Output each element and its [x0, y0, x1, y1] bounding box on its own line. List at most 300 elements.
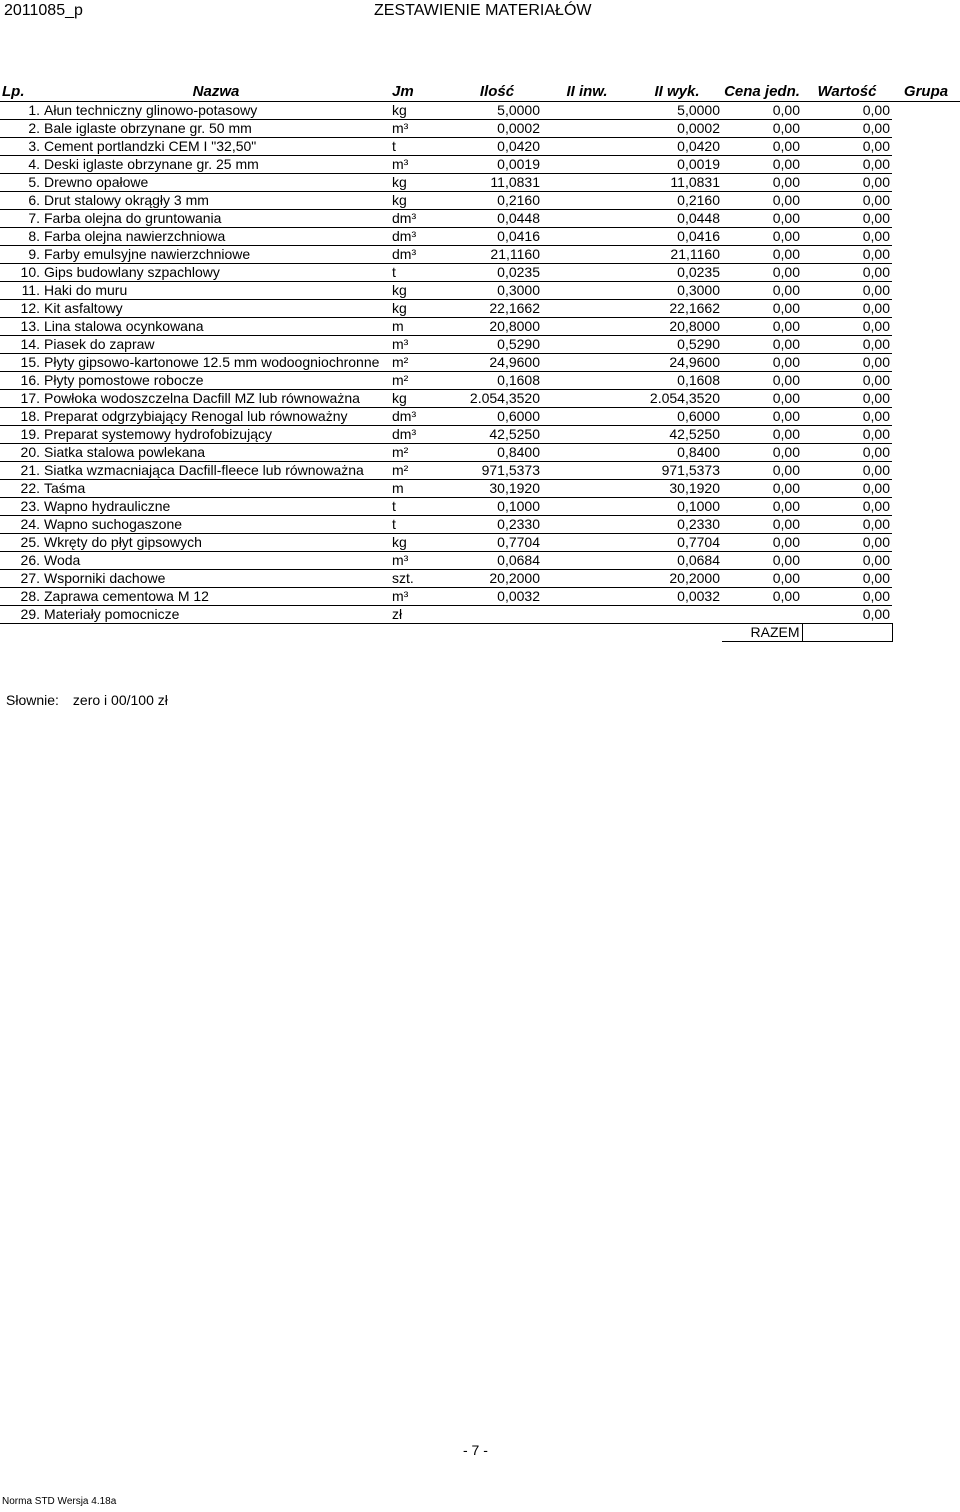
table-row: [0, 480, 960, 498]
razem-label: RAZEM: [722, 624, 802, 642]
table-row: [0, 444, 960, 462]
row-ii-wyk: 0,5290: [632, 336, 722, 354]
row-lp: 14.: [0, 336, 42, 354]
row-jm: t: [390, 516, 452, 534]
row-nazwa: Zaprawa cementowa M 12: [42, 588, 390, 606]
row-ii-wyk: 24,9600: [632, 354, 722, 372]
row-ii-inw: [542, 336, 632, 354]
row-nazwa: Ałun techniczny glinowo-potasowy: [42, 102, 390, 120]
row-lp: 9.: [0, 246, 42, 264]
row-wartosc: 0,00: [802, 228, 892, 246]
row-grupa: [892, 606, 960, 624]
row-grupa: [892, 552, 960, 570]
row-ii-wyk: 0,0416: [632, 228, 722, 246]
table-row: [0, 300, 960, 318]
row-ii-inw: [542, 138, 632, 156]
row-grupa: [892, 300, 960, 318]
row-ii-wyk: 0,1608: [632, 372, 722, 390]
row-cena: 0,00: [722, 282, 802, 300]
row-cena: 0,00: [722, 426, 802, 444]
row-nazwa: Gips budowlany szpachlowy: [42, 264, 390, 282]
row-jm: m³: [390, 336, 452, 354]
row-lp: 3.: [0, 138, 42, 156]
row-lp: 7.: [0, 210, 42, 228]
row-wartosc: 0,00: [802, 318, 892, 336]
row-nazwa: Płyty pomostowe robocze: [42, 372, 390, 390]
row-lp: 23.: [0, 498, 42, 516]
row-ii-inw: [542, 570, 632, 588]
materials-table: [0, 77, 960, 642]
table-row: [0, 462, 960, 480]
row-grupa: [892, 192, 960, 210]
row-ilosc: [452, 606, 542, 624]
row-ii-inw: [542, 606, 632, 624]
row-ilosc: 0,1608: [452, 372, 542, 390]
row-cena: 0,00: [722, 192, 802, 210]
row-cena: 0,00: [722, 462, 802, 480]
row-jm: t: [390, 498, 452, 516]
row-jm: kg: [390, 102, 452, 120]
row-wartosc: 0,00: [802, 588, 892, 606]
row-ii-wyk: 0,3000: [632, 282, 722, 300]
row-ii-inw: [542, 462, 632, 480]
row-wartosc: 0,00: [802, 156, 892, 174]
row-nazwa: Powłoka wodoszczelna Dacfill MZ lub równoważna: [42, 390, 390, 408]
row-nazwa: Preparat systemowy hydrofobizujący: [42, 426, 390, 444]
row-nazwa: Wapno hydrauliczne: [42, 498, 390, 516]
row-ii-inw: [542, 534, 632, 552]
row-ilosc: 11,0831: [452, 174, 542, 192]
row-nazwa: Siatka wzmacniająca Dacfill-fleece lub równoważna: [42, 462, 390, 480]
row-ii-wyk: 5,0000: [632, 102, 722, 120]
table-row: [0, 516, 960, 534]
row-jm: m³: [390, 552, 452, 570]
row-wartosc: 0,00: [802, 192, 892, 210]
row-wartosc: 0,00: [802, 498, 892, 516]
document-id: 2011085_p: [4, 2, 83, 19]
row-lp: 28.: [0, 588, 42, 606]
row-lp: 6.: [0, 192, 42, 210]
row-jm: szt.: [390, 570, 452, 588]
row-lp: 2.: [0, 120, 42, 138]
row-cena: 0,00: [722, 534, 802, 552]
row-nazwa: Woda: [42, 552, 390, 570]
row-ii-inw: [542, 318, 632, 336]
row-jm: dm³: [390, 210, 452, 228]
row-grupa: [892, 318, 960, 336]
row-grupa: [892, 102, 960, 120]
row-ii-inw: [542, 408, 632, 426]
row-cena: 0,00: [722, 408, 802, 426]
row-wartosc: 0,00: [802, 444, 892, 462]
row-jm: kg: [390, 174, 452, 192]
row-jm: m³: [390, 156, 452, 174]
row-ii-wyk: 0,0684: [632, 552, 722, 570]
row-jm: kg: [390, 282, 452, 300]
row-jm: m: [390, 318, 452, 336]
row-ilosc: 0,0416: [452, 228, 542, 246]
row-lp: 5.: [0, 174, 42, 192]
row-grupa: [892, 282, 960, 300]
row-grupa: [892, 570, 960, 588]
row-lp: 24.: [0, 516, 42, 534]
row-nazwa: Lina stalowa ocynkowana: [42, 318, 390, 336]
row-ii-wyk: [632, 606, 722, 624]
row-ii-wyk: 11,0831: [632, 174, 722, 192]
table-row: [0, 120, 960, 138]
row-jm: m²: [390, 462, 452, 480]
table-row: [0, 210, 960, 228]
row-wartosc: 0,00: [802, 480, 892, 498]
row-ii-inw: [542, 588, 632, 606]
row-grupa: [892, 336, 960, 354]
row-ii-wyk: 2.054,3520: [632, 390, 722, 408]
row-ilosc: 0,7704: [452, 534, 542, 552]
row-lp: 25.: [0, 534, 42, 552]
row-jm: t: [390, 264, 452, 282]
row-cena: 0,00: [722, 138, 802, 156]
col-header-nazwa: Nazwa: [42, 77, 390, 102]
row-jm: dm³: [390, 426, 452, 444]
row-ii-wyk: 0,0002: [632, 120, 722, 138]
row-ilosc: 0,0420: [452, 138, 542, 156]
razem-empty-cell: [0, 624, 42, 642]
row-wartosc: 0,00: [802, 606, 892, 624]
row-ii-wyk: 0,0420: [632, 138, 722, 156]
row-ii-wyk: 20,8000: [632, 318, 722, 336]
row-grupa: [892, 120, 960, 138]
row-wartosc: 0,00: [802, 120, 892, 138]
row-ii-wyk: 30,1920: [632, 480, 722, 498]
table-row: [0, 102, 960, 120]
row-ilosc: 20,8000: [452, 318, 542, 336]
row-ii-inw: [542, 102, 632, 120]
row-ii-wyk: 971,5373: [632, 462, 722, 480]
row-wartosc: 0,00: [802, 570, 892, 588]
row-jm: kg: [390, 534, 452, 552]
row-ii-inw: [542, 372, 632, 390]
row-ilosc: 0,1000: [452, 498, 542, 516]
row-ilosc: 5,0000: [452, 102, 542, 120]
row-ilosc: 0,0448: [452, 210, 542, 228]
row-ilosc: 971,5373: [452, 462, 542, 480]
row-cena: 0,00: [722, 120, 802, 138]
table-row: [0, 552, 960, 570]
razem-empty-cell: [632, 624, 722, 642]
row-ii-wyk: 0,2160: [632, 192, 722, 210]
row-ilosc: 2.054,3520: [452, 390, 542, 408]
row-ii-inw: [542, 300, 632, 318]
row-nazwa: Wkręty do płyt gipsowych: [42, 534, 390, 552]
row-grupa: [892, 174, 960, 192]
row-jm: m: [390, 480, 452, 498]
table-row: [0, 192, 960, 210]
row-cena: [722, 606, 802, 624]
row-jm: zł: [390, 606, 452, 624]
table-row: [0, 138, 960, 156]
col-header-grupa: Grupa: [892, 77, 960, 102]
row-nazwa: Kit asfaltowy: [42, 300, 390, 318]
footer-version: Norma STD Wersja 4.18a: [2, 1496, 117, 1507]
row-jm: kg: [390, 192, 452, 210]
table-row: [0, 246, 960, 264]
row-lp: 12.: [0, 300, 42, 318]
row-wartosc: 0,00: [802, 264, 892, 282]
row-wartosc: 0,00: [802, 534, 892, 552]
row-ilosc: 0,5290: [452, 336, 542, 354]
row-nazwa: Deski iglaste obrzynane gr. 25 mm: [42, 156, 390, 174]
row-jm: m²: [390, 372, 452, 390]
row-ii-wyk: 42,5250: [632, 426, 722, 444]
row-ilosc: 42,5250: [452, 426, 542, 444]
table-row: [0, 534, 960, 552]
row-ii-inw: [542, 444, 632, 462]
razem-grupa-cell: [892, 624, 960, 642]
row-ii-inw: [542, 354, 632, 372]
row-cena: 0,00: [722, 552, 802, 570]
row-ii-wyk: 22,1662: [632, 300, 722, 318]
row-ii-inw: [542, 120, 632, 138]
table-row: [0, 426, 960, 444]
row-grupa: [892, 354, 960, 372]
row-nazwa: Cement portlandzki CEM I "32,50": [42, 138, 390, 156]
col-header-ii-wyk: II wyk.: [632, 77, 722, 102]
row-jm: kg: [390, 300, 452, 318]
table-row: [0, 336, 960, 354]
row-lp: 13.: [0, 318, 42, 336]
row-lp: 1.: [0, 102, 42, 120]
row-ii-wyk: 0,7704: [632, 534, 722, 552]
row-jm: dm³: [390, 408, 452, 426]
row-ii-wyk: 0,8400: [632, 444, 722, 462]
row-wartosc: 0,00: [802, 516, 892, 534]
col-header-jm: Jm: [390, 77, 452, 102]
row-ii-inw: [542, 480, 632, 498]
row-nazwa: Farba olejna nawierzchniowa: [42, 228, 390, 246]
row-grupa: [892, 480, 960, 498]
row-jm: dm³: [390, 246, 452, 264]
row-ii-inw: [542, 516, 632, 534]
row-ii-inw: [542, 174, 632, 192]
page-number: - 7 -: [463, 1442, 488, 1458]
razem-empty-cell: [542, 624, 632, 642]
row-grupa: [892, 390, 960, 408]
table-row: [0, 264, 960, 282]
row-ilosc: 0,2330: [452, 516, 542, 534]
row-grupa: [892, 444, 960, 462]
row-grupa: [892, 156, 960, 174]
row-grupa: [892, 372, 960, 390]
row-grupa: [892, 462, 960, 480]
row-wartosc: 0,00: [802, 300, 892, 318]
row-lp: 11.: [0, 282, 42, 300]
row-wartosc: 0,00: [802, 372, 892, 390]
row-ii-inw: [542, 426, 632, 444]
row-ilosc: 0,0684: [452, 552, 542, 570]
row-grupa: [892, 228, 960, 246]
row-cena: 0,00: [722, 102, 802, 120]
row-ii-wyk: 0,0448: [632, 210, 722, 228]
row-ilosc: 0,8400: [452, 444, 542, 462]
row-ilosc: 0,0235: [452, 264, 542, 282]
row-cena: 0,00: [722, 516, 802, 534]
row-lp: 29.: [0, 606, 42, 624]
row-nazwa: Piasek do zapraw: [42, 336, 390, 354]
row-lp: 19.: [0, 426, 42, 444]
razem-empty-cell: [42, 624, 390, 642]
row-cena: 0,00: [722, 588, 802, 606]
row-lp: 16.: [0, 372, 42, 390]
row-cena: 0,00: [722, 444, 802, 462]
amount-in-words: [6, 692, 168, 708]
row-grupa: [892, 426, 960, 444]
row-cena: 0,00: [722, 498, 802, 516]
row-nazwa: Farby emulsyjne nawierzchniowe: [42, 246, 390, 264]
row-grupa: [892, 138, 960, 156]
row-cena: 0,00: [722, 336, 802, 354]
row-ii-wyk: 0,6000: [632, 408, 722, 426]
row-nazwa: Farba olejna do gruntowania: [42, 210, 390, 228]
row-cena: 0,00: [722, 318, 802, 336]
table-row: [0, 390, 960, 408]
row-lp: 20.: [0, 444, 42, 462]
col-header-ilosc: Ilość: [452, 77, 542, 102]
row-cena: 0,00: [722, 246, 802, 264]
row-lp: 18.: [0, 408, 42, 426]
row-cena: 0,00: [722, 228, 802, 246]
table-row: [0, 228, 960, 246]
amount-in-words-value: zero i 00/100 zł: [72, 692, 168, 708]
row-grupa: [892, 516, 960, 534]
row-lp: 10.: [0, 264, 42, 282]
row-cena: 0,00: [722, 264, 802, 282]
row-jm: t: [390, 138, 452, 156]
row-jm: dm³: [390, 228, 452, 246]
row-cena: 0,00: [722, 174, 802, 192]
row-grupa: [892, 498, 960, 516]
row-ilosc: 20,2000: [452, 570, 542, 588]
row-grupa: [892, 264, 960, 282]
row-nazwa: Wsporniki dachowe: [42, 570, 390, 588]
razem-empty-cell: [390, 624, 452, 642]
row-lp: 4.: [0, 156, 42, 174]
row-ilosc: 22,1662: [452, 300, 542, 318]
table-row: [0, 372, 960, 390]
row-nazwa: Płyty gipsowo-kartonowe 12.5 mm wodoogniochronne: [42, 354, 390, 372]
row-cena: 0,00: [722, 300, 802, 318]
row-ilosc: 0,3000: [452, 282, 542, 300]
table-row: [0, 282, 960, 300]
row-ilosc: 0,2160: [452, 192, 542, 210]
row-nazwa: Haki do muru: [42, 282, 390, 300]
row-nazwa: Drut stalowy okrągły 3 mm: [42, 192, 390, 210]
row-cena: 0,00: [722, 156, 802, 174]
row-ii-wyk: 21,1160: [632, 246, 722, 264]
row-ii-inw: [542, 156, 632, 174]
razem-row: [0, 624, 960, 642]
row-lp: 21.: [0, 462, 42, 480]
row-lp: 26.: [0, 552, 42, 570]
table-row: [0, 318, 960, 336]
row-wartosc: 0,00: [802, 336, 892, 354]
row-ii-inw: [542, 210, 632, 228]
row-cena: 0,00: [722, 372, 802, 390]
row-ii-inw: [542, 228, 632, 246]
row-cena: 0,00: [722, 210, 802, 228]
row-ii-wyk: 0,0032: [632, 588, 722, 606]
row-wartosc: 0,00: [802, 174, 892, 192]
row-lp: 22.: [0, 480, 42, 498]
razem-empty-cell: [452, 624, 542, 642]
row-wartosc: 0,00: [802, 426, 892, 444]
col-header-ii-inw: II inw.: [542, 77, 632, 102]
table-row: [0, 354, 960, 372]
row-ilosc: 0,0032: [452, 588, 542, 606]
col-header-lp: Lp.: [0, 77, 42, 102]
row-cena: 0,00: [722, 480, 802, 498]
row-cena: 0,00: [722, 354, 802, 372]
row-lp: 8.: [0, 228, 42, 246]
row-ii-inw: [542, 390, 632, 408]
row-nazwa: Drewno opałowe: [42, 174, 390, 192]
table-row: [0, 588, 960, 606]
row-ii-inw: [542, 246, 632, 264]
table-row: [0, 570, 960, 588]
row-lp: 17.: [0, 390, 42, 408]
row-nazwa: Wapno suchogaszone: [42, 516, 390, 534]
row-cena: 0,00: [722, 390, 802, 408]
row-jm: m²: [390, 354, 452, 372]
row-grupa: [892, 534, 960, 552]
row-wartosc: 0,00: [802, 102, 892, 120]
row-ilosc: 0,6000: [452, 408, 542, 426]
row-jm: m³: [390, 588, 452, 606]
row-ilosc: 21,1160: [452, 246, 542, 264]
row-ii-inw: [542, 192, 632, 210]
row-wartosc: 0,00: [802, 210, 892, 228]
document-title: ZESTAWIENIE MATERIAŁÓW: [374, 2, 592, 19]
row-wartosc: 0,00: [802, 282, 892, 300]
row-ilosc: 30,1920: [452, 480, 542, 498]
row-nazwa: Preparat odgrzybiający Renogal lub równoważny: [42, 408, 390, 426]
row-cena: 0,00: [722, 570, 802, 588]
table-row: [0, 156, 960, 174]
row-grupa: [892, 408, 960, 426]
row-wartosc: 0,00: [802, 246, 892, 264]
row-grupa: [892, 210, 960, 228]
row-grupa: [892, 588, 960, 606]
row-lp: 27.: [0, 570, 42, 588]
row-wartosc: 0,00: [802, 462, 892, 480]
table-row: [0, 174, 960, 192]
table-row: [0, 606, 960, 624]
row-nazwa: Taśma: [42, 480, 390, 498]
row-ii-wyk: 0,0019: [632, 156, 722, 174]
table-header-row: [0, 77, 960, 102]
row-ilosc: 0,0002: [452, 120, 542, 138]
row-grupa: [892, 246, 960, 264]
row-jm: kg: [390, 390, 452, 408]
col-header-wartosc: Wartość: [802, 77, 892, 102]
row-wartosc: 0,00: [802, 408, 892, 426]
row-jm: m³: [390, 120, 452, 138]
row-ii-inw: [542, 552, 632, 570]
row-ii-wyk: 0,0235: [632, 264, 722, 282]
row-wartosc: 0,00: [802, 354, 892, 372]
table-row: [0, 408, 960, 426]
row-ii-inw: [542, 282, 632, 300]
row-wartosc: 0,00: [802, 390, 892, 408]
